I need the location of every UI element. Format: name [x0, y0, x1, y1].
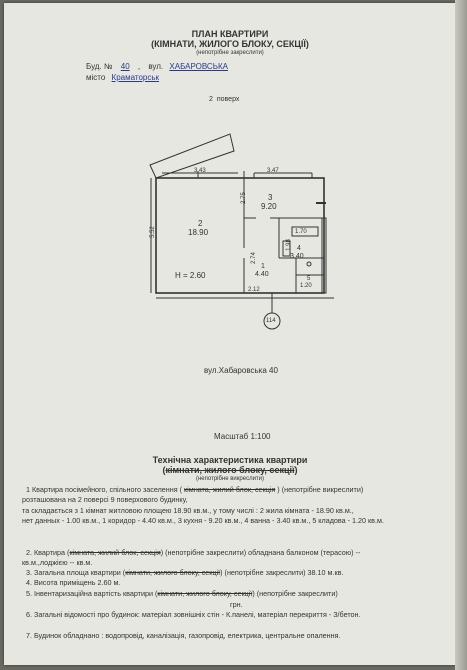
doc-title: ПЛАН КВАРТИРИ — [191, 29, 269, 39]
dim-room3-width: 3.47 — [267, 168, 279, 174]
room-2-area: 18.90 — [188, 228, 209, 237]
dim-corridor-width: 2.12 — [248, 287, 260, 293]
dim-corridor-length: 2.74 — [250, 252, 257, 264]
dim-room3-depth: 2.75 — [240, 192, 247, 204]
room-3-number: 3 — [268, 193, 273, 202]
item-2-line-2: кв.м.,лоджією -- кв.м. — [22, 558, 93, 567]
item-4: 4. Висота приміщень 2.60 м. — [26, 578, 121, 587]
page-edge — [455, 0, 467, 670]
item-6: 6. Загальні відомості про будинок: матеріал зовнішніх стін - К.панелі, матеріал перекриття - З/бетон. — [26, 610, 361, 619]
room-3-area: 9.20 — [261, 202, 277, 211]
item-1-line-2: розташована на 2 поверсі 9 поверхового будинку, — [22, 495, 188, 504]
item-1-line-1: 1 Квартира посімейного, спільного заселення ( кімната, жилий блок, секція ) (непотрібне викреслити) — [26, 485, 364, 494]
room-1-number: 1 — [261, 263, 265, 270]
item-3: 3. Загальна площа квартири (кімнати, жилого блоку, секції) (непотрібне закреслити) 38.10 м.кв. — [26, 568, 344, 577]
building-line: Буд. № 40 , вул. ХАБАРОВСЬКА — [86, 62, 228, 71]
room-5-number: 5 — [307, 276, 311, 282]
ceiling-height-label: H = 2.60 — [175, 271, 206, 280]
dim-bath-width: 1.70 — [295, 229, 307, 235]
dim-room2-width: 3.43 — [194, 168, 206, 174]
room-1-area: 4.40 — [255, 271, 269, 278]
street-caption: вул.Хабаровська 40 — [204, 366, 278, 375]
tech-subtitle: (кімнати, жилого блоку, секції) — [162, 465, 298, 475]
item-5-currency: грн. — [230, 600, 243, 609]
room-4-number: 4 — [297, 245, 301, 252]
item-2-line-1: 2. Квартира (кімната, жилий блок, секція) (непотрібне закреслити) обладнана балконом (терасою) -- — [26, 548, 361, 557]
tech-note: (непотрібне викреслити) — [195, 476, 265, 482]
scale-label: Масштаб 1:100 — [214, 432, 271, 441]
floor-plan — [4, 3, 456, 343]
plan-marker: 114 — [266, 318, 276, 324]
room-4-area: 3.40 — [290, 253, 304, 260]
room-5-area: 1.20 — [300, 283, 312, 289]
item-1-line-4: нет данных - 1.00 кв.м., 1 коридор - 4.40 кв.м., 3 кухня - 9.20 кв.м., 4 ванна - 3.40 кв.м., 5 кладова - 1.20 кв.м. — [22, 516, 384, 525]
dim-bath-depth: 1.98 — [285, 239, 292, 251]
floor-label: 2 поверх — [209, 96, 240, 103]
item-5: 5. Інвентаризаційна вартість квартири (кімнати, жилого блоку, секції) (непотрібне закреслити) — [26, 589, 338, 598]
item-1-line-3: та складається з 1 кімнат житловою площею 18.90 кв.м., у тому числі : 2 жила кімната - 18.90 кв.м., — [22, 506, 354, 515]
document-page — [4, 3, 456, 665]
dim-apartment-depth: 5.52 — [149, 226, 156, 238]
doc-subtitle-note: (непотрібне закреслити) — [196, 50, 264, 56]
doc-subtitle: (КІМНАТИ, ЖИЛОГО БЛОКУ, СЕКЦІЇ) — [151, 39, 309, 49]
item-7: 7. Будинок обладнано : водопровід, каналізація, газопровід, електрика, центральне опалення. — [26, 631, 341, 640]
room-2-number: 2 — [198, 219, 203, 228]
city-line: місто Краматорськ — [86, 73, 160, 82]
tech-title: Технічна характеристика квартири — [152, 455, 308, 465]
